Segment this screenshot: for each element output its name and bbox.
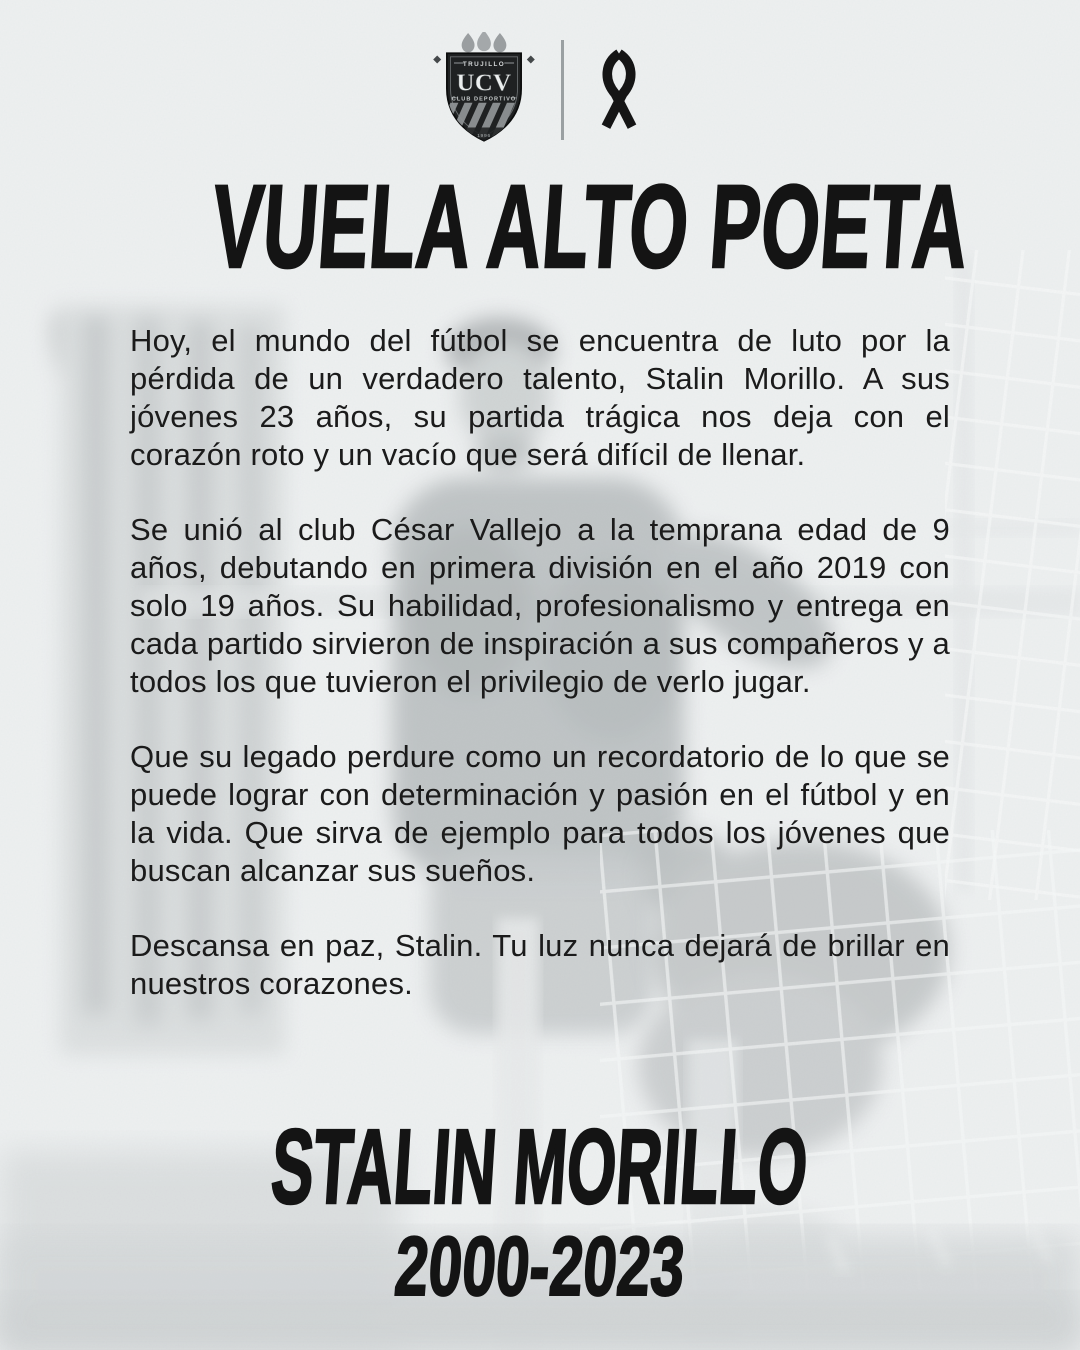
ucv-club-shield-icon <box>431 32 537 147</box>
crest-city-label: TRUJILLO <box>462 61 505 69</box>
crest-founding-year: 1996 <box>476 134 491 140</box>
vertical-divider <box>561 40 564 140</box>
paragraph-career: Se unió al club César Vallejo a la temprana edad de 9 años, debutando en primera división en el año 2019 con solo 19 años. Su habilidad, profesionalismo y entrega en cada partido sirvieron de inspiración a sus compañeros y a todos los que tuvieron el privilegio de verlo jugar. <box>130 512 950 699</box>
crest-initials: UCV <box>456 69 511 97</box>
black-mourning-ribbon-icon <box>588 46 650 133</box>
header <box>0 32 1080 147</box>
crest-drops <box>461 32 506 52</box>
player-name-text: STALIN MORILLO <box>268 1108 812 1226</box>
crest-club-label: CLUB DEPORTIVO <box>451 96 516 103</box>
years-of-life-text: 2000-2023 <box>391 1219 689 1313</box>
paragraph-legacy: Que su legado perdure como un recordatorio de lo que se puede lograr con determinación y pasión en el fútbol y en la vida. Que sirva de ejemplo para todos los jóvenes que buscan alcanzar sus sueños. <box>130 739 950 888</box>
player-name <box>0 1108 1080 1226</box>
paragraph-farewell: Descansa en paz, Stalin. Tu luz nunca dejará de brillar en nuestros corazones. <box>130 928 950 1001</box>
page-title-text: VUELA ALTO POETA <box>208 161 973 293</box>
crest-left-diamond <box>433 55 441 63</box>
years-of-life <box>0 1219 1080 1313</box>
crest-right-diamond <box>526 55 534 63</box>
page-title <box>0 161 1080 293</box>
paragraph-loss: Hoy, el mundo del fútbol se encuentra de luto por la pérdida de un verdadero talento, Stalin Morillo. A sus jóvenes 23 años, su partida trágica nos deja con el corazón roto y un vacío que será difícil de llenar. <box>130 323 950 472</box>
tribute-text <box>130 322 950 1040</box>
